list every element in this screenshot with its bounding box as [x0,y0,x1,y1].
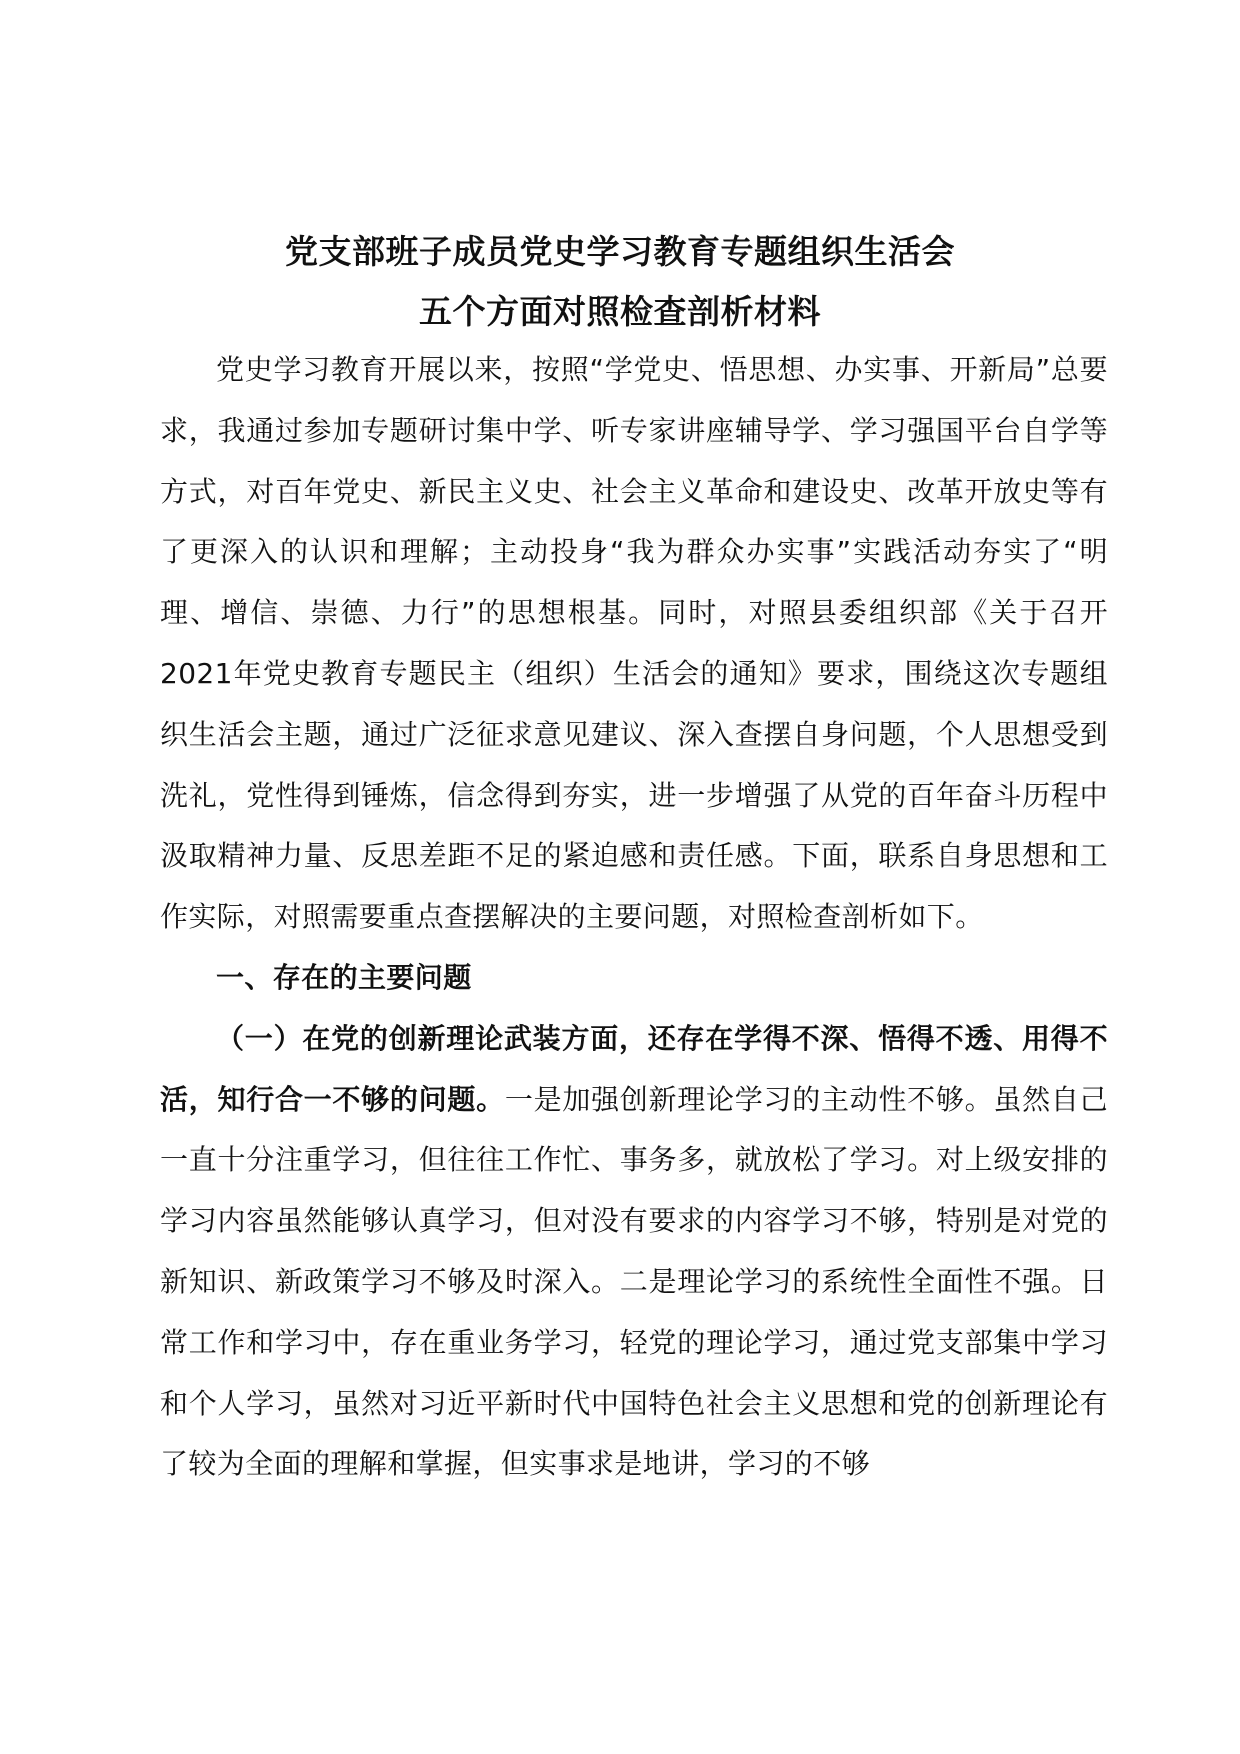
document-title-line-2: 五个方面对照检查剖析材料 [419,292,821,331]
subsection-heading-1: （一）在党的创新理论武装方面，还存在学得不深、悟得不透、用得不活，知行合一不够的问题。 [160,1021,1108,1116]
subsection-paragraph-1 [160,1009,1108,1495]
document-title-line-1: 党支部班子成员党史学习教育专题组织生活会 [285,232,955,271]
intro-paragraph: 党史学习教育开展以来，按照“学党史、悟思想、办实事、开新局”总要求，我通过参加专题研讨集中学、听专家讲座辅导学、学习强国平台自学等方式，对百年党史、新民主义史、社会主义革命和建设史、改革开放史等有了更深入的认识和理解；主动投身“我为群众办实事”实践活动夯实了“明理、增信、崇德、力行”的思想根基。同时，对照县委组织部《关于召开2021年党史教育专题民主（组织）生活会的通知》要求，围绕这次专题组织生活会主题，通过广泛征求意见建议、深入查摆自身问题，个人思想受到洗礼，党性得到锤炼，信念得到夯实，进一步增强了从党的百年奋斗历程中汲取精神力量、反思差距不足的紧迫感和责任感。下面，联系自身思想和工作实际，对照需要重点查摆解决的主要问题，对照检查剖析如下。 [160,353,1108,934]
subsection-body-1: 一是加强创新理论学习的主动性不够。虽然自己一直十分注重学习，但往往工作忙、事务多，就放松了学习。对上级安排的学习内容虽然能够认真学习，但对没有要求的内容学习不够，特别是对党的新知识、新政策学习不够及时深入。二是理论学习的系统性全面性不强。日常工作和学习中，存在重业务学习，轻党的理论学习，通过党支部集中学习和个人学习，虽然对习近平新时代中国特色社会主义思想和党的创新理论有了较为全面的理解和掌握，但实事求是地讲，学习的不够 [160,1082,1109,1481]
section-heading-1: 一、存在的主要问题 [216,960,472,994]
document-body [160,340,1108,1495]
